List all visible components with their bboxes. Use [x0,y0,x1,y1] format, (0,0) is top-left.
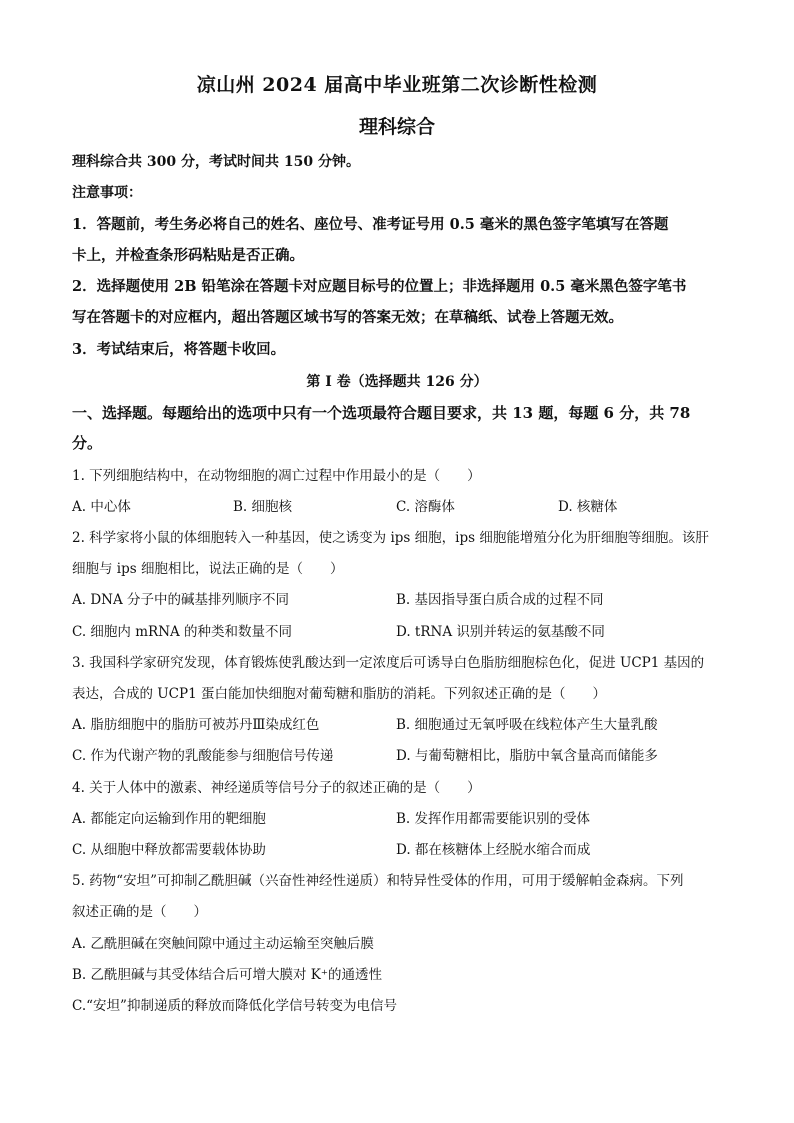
question-5-option-b: B. 乙酰胆碱与其受体结合后可增大膜对 K⁺的通透性 [72,967,383,983]
notice-heading: 注意事项： [72,185,142,201]
question-3-stem-line-1: 3. 我国科学家研究发现，体育锻炼使乳酸达到一定浓度后可诱导白色脂肪细胞棕色化，促进 UCP1 基因的 [72,655,705,671]
question-1-option-a: A. 中心体 [72,499,131,515]
question-2-option-b: B. 基因指导蛋白质合成的过程不同 [396,592,604,608]
exam-title: 凉山州 2024 届高中毕业班第二次诊断性检测 [196,74,598,96]
question-4-option-b: B. 发挥作用都需要能识别的受体 [396,811,591,827]
question-5-stem-line-2: 叙述正确的是（ ） [72,904,207,920]
question-3-option-c: C. 作为代谢产物的乳酸能参与细胞信号传递 [72,748,334,764]
question-3-stem-line-2: 表达，合成的 UCP1 蛋白能加快细胞对葡萄糖和脂肪的消耗。下列叙述正确的是（ ） [72,686,606,702]
question-3-option-b: B. 细胞通过无氧呼吸在线粒体产生大量乳酸 [396,717,658,733]
question-3-option-a: A. 脂肪细胞中的脂肪可被苏丹Ⅲ染成红色 [72,717,320,733]
notice-2-line-1: 2．选择题使用 2B 铅笔涂在答题卡对应题目标号的位置上；非选择题用 0.5 毫米黑色签字笔书 [72,278,687,295]
question-2-option-a: A. DNA 分子中的碱基排列顺序不同 [72,592,290,608]
question-3-option-d: D. 与葡萄糖相比，脂肪中氧含量高而储能多 [396,748,658,764]
section-heading-line-1: 一、选择题。每题给出的选项中只有一个选项最符合题目要求，共 13 题，每题 6 分，共 78 [72,404,691,422]
section-heading-line-2: 分。 [72,434,103,452]
question-2-stem-line-1: 2. 科学家将小鼠的体细胞转入一种基因，使之诱变为 ips 细胞，ips 细胞能增殖分化为肝细胞等细胞。该肝 [72,530,709,546]
exam-subject: 理科综合 [358,116,435,138]
question-5-option-a: A. 乙酰胆碱在突触间隙中通过主动运输至突触后膜 [72,936,374,952]
notice-3: 3．考试结束后，将答题卡收回。 [72,341,286,358]
notice-2-line-2: 写在答题卡的对应框内，超出答题区域书写的答案无效；在草稿纸、试卷上答题无效。 [72,309,623,326]
question-4-option-d: D. 都在核糖体上经脱水缩合而成 [396,842,591,858]
question-1-stem: 1. 下列细胞结构中，在动物细胞的凋亡过程中作用最小的是（ ） [72,468,481,484]
total-score-text: 理科综合共 300 分，考试时间共 150 分钟。 [72,154,360,170]
question-5-stem-line-1: 5. 药物“安坦”可抑制乙酰胆碱（兴奋性神经性递质）和特异性受体的作用，可用于缓解帕金森病。下列 [72,873,684,889]
part-1-title: 第 I 卷（选择题共 126 分） [306,374,488,390]
question-4-stem: 4. 关于人体中的激素、神经递质等信号分子的叙述正确的是（ ） [72,780,481,796]
question-2-stem-line-2: 细胞与 ips 细胞相比，说法正确的是（ ） [72,561,344,577]
question-2-option-c: C. 细胞内 mRNA 的种类和数量不同 [72,624,293,640]
notice-1-line-1: 1．答题前，考生务必将自己的姓名、座位号、准考证号用 0.5 毫米的黑色签字笔填写在答题 [72,216,669,233]
question-4-option-a: A. 都能定向运输到作用的靶细胞 [72,811,266,827]
question-5-option-c: C.“安坦”抑制递质的释放而降低化学信号转变为电信号 [72,998,397,1014]
question-1-option-c: C. 溶酶体 [396,499,455,515]
notice-1-line-2: 卡上，并检查条形码粘贴是否正确。 [72,247,304,264]
question-4-option-c: C. 从细胞中释放都需要载体协助 [72,842,266,858]
question-1-option-b: B. 细胞核 [233,499,293,515]
question-1-option-d: D. 核糖体 [558,499,618,515]
question-2-option-d: D. tRNA 识别并转运的氨基酸不同 [396,624,605,640]
